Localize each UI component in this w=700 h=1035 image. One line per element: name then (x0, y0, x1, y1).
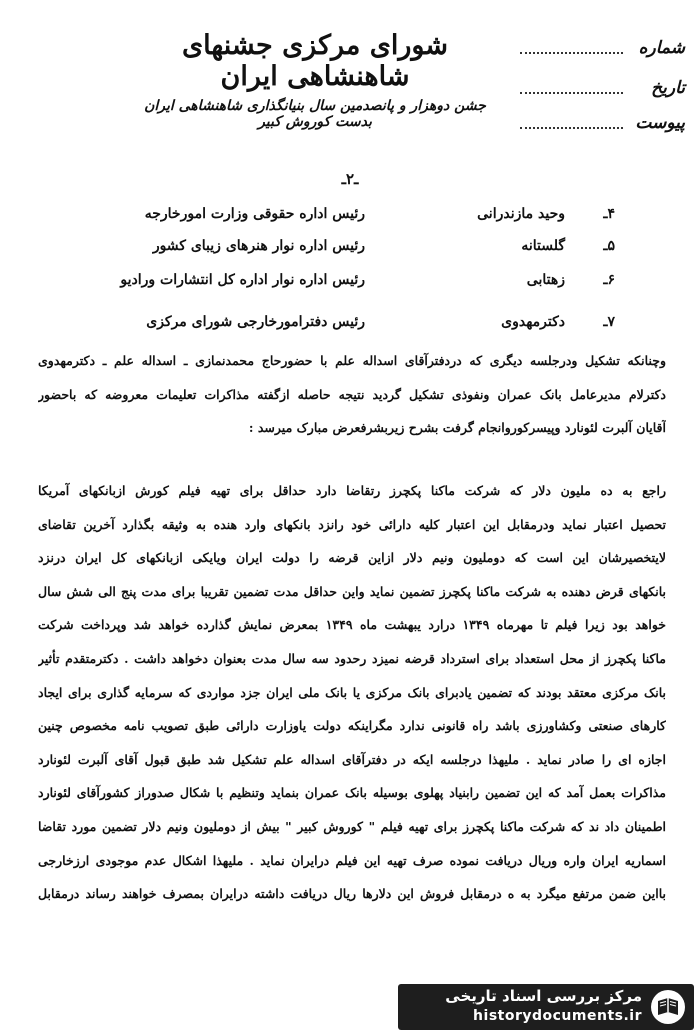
date-label: تاریخ (651, 78, 685, 98)
member-name: زهتابی (526, 272, 565, 288)
attachment-label: پیوست (635, 113, 685, 133)
page-number: ـ۲ـ (341, 170, 359, 188)
paragraph-body (38, 474, 666, 911)
text-line: بااین ضمن مرتفع میگرد به ه درمقابل فروش این دلارها ریال دریافت داشته درایران بمصرف خواهند رساند درمقابل (38, 886, 666, 902)
text-line: تحصيل اعتبار نمايد ودرمقابل اين اعتبار كليه دارائى خود رانزد بانكهاى وارد هنده به وثيقه بگذارد آخرين تقاضاى (38, 516, 666, 532)
member-role: رئیس دفترامورخارجی شورای مرکزی (146, 314, 365, 330)
text-line: اطمینان داد ند که شرکت ماکنا پکچرز برای تهیه فیلم " کوروش کبیر " بیش از دوملیون ونیم دلار تضمین مورد تقاضا (38, 818, 666, 834)
member-number: ۵ـ (603, 238, 615, 254)
member-row (60, 314, 615, 338)
text-line: دکترلام مدیرعامل بانک عمران ونفوذی تشکیل گردید نتیجه حاصله ازگفته مذاکرات تعلیمات معروضه که باحضور (38, 386, 666, 402)
meta-date (520, 78, 685, 104)
text-line: مذاکرات بعمل آمد که این تضمین رابنیاد پهلوی بوسیله بانک عمران بنماید وتنظیم با شکال صدوراز کشورآقای لئونارد (38, 785, 666, 801)
watermark-banner (398, 984, 694, 1030)
member-row (60, 206, 615, 230)
member-role: رئیس اداره نوار اداره کل انتشارات ورادیو (120, 272, 365, 288)
text-line: بانک مرکزی معتقد بودند که تضمین یادبرای بانک مرکزی یا بانک ملی ایران جزد مواردی که سرمایه گذاری برای ایجاد (38, 684, 666, 700)
member-name: گلستانه (521, 238, 565, 254)
text-line: لايتخصيرشان اين است كه دوملیون ونیم دلار ازاین قرضه را دولت ایران ویایکی ازبانکهای کل ایران درنزد (38, 550, 666, 566)
number-line (520, 52, 623, 54)
text-line: بانکهای قرض دهنده به شرکت ماکنا پکچرز تضمین نماید واین حداقل مدت تضمین تقریبا برای مدت پنج الی شش سال (38, 583, 666, 599)
watermark-url[interactable]: historydocuments.ir (473, 1008, 642, 1024)
watermark-org-name: مرکز بررسی اسناد تاریخی (445, 987, 642, 1005)
date-line (520, 92, 623, 94)
text-line: اسماریه ایران واره وریال دریافت نموده صرف تهیه این فیلم درایران نماید . ملیهذا اشکال عدم موجودی ارزخارجی (38, 852, 666, 868)
member-number: ۷ـ (603, 314, 615, 330)
book-logo-icon (650, 989, 686, 1025)
meta-number (520, 38, 685, 64)
member-number: ۶ـ (603, 272, 615, 288)
member-name: وحید مازندرانی (477, 206, 565, 222)
member-name: دکترمهدوی (501, 314, 565, 330)
text-line: کارهای صنعتی وکشاورزی باشد راه قانونی ندارد مگراینکه دولت یاوزارت دارائی طبق تصویب نامه مخصوص چنین (38, 718, 666, 734)
member-role: رئیس اداره نوار هنرهای زیبای کشور (152, 238, 365, 254)
text-line: وچنانکه تشکیل ودرجلسه دیگری که دردفترآقای اسداله علم با حضورحاج محمدنمازی ـ اسداله علم ـ دکترمهدوی (38, 353, 666, 368)
member-number: ۴ـ (603, 206, 615, 222)
letterhead-subtitle: جشن دوهزار و پانصدمین سال بنیانگذاری شاهنشاهی ایران بدست کوروش کبیر (144, 98, 486, 130)
text-line: خواهد بود زیرا فیلم تا مهرماه ۱۳۴۹ درارد یبهشت ماه ۱۳۴۹ بمعرض نمایش گذارده خواهد شد وپرداخت شرکت (38, 617, 666, 633)
member-row (60, 272, 615, 296)
paragraph-intro (38, 344, 666, 445)
text-line: راجع به ده مليون دلار كه شركت ماكنا پكچرز رتقاضا دارد حداقل براى تهيه فيلم كورش ازبانكهاى آمريكا (38, 483, 666, 498)
member-row (60, 238, 615, 262)
number-label: شماره (638, 38, 685, 58)
meta-attachment (520, 113, 685, 139)
text-line: آقایان آلبرت لئونارد وپیسرکوروانجام گرفت بشرح زیربشرفعرض مبارک میرسد : (248, 420, 666, 436)
member-role: رئیس اداره حقوقی وزارت امورخارجه (144, 206, 365, 222)
text-line: اجازه ای را صادر نماید . ملیهذا درجلسه ایکه در دفترآقای اسداله علم تشکیل شد طبق قبول آقای آلبرت لئونارد (38, 751, 666, 767)
letterhead-title: شورای مرکزی جشنهای شاهنشاهی ایران (181, 30, 449, 92)
text-line: ماکنا پکچرز از محل استعداد برای استرداد قرضه نمیزد رحدود سه سال مدت بعنوان دخواهد داشت . دکترمتقدم تأثیر (38, 650, 666, 666)
attachment-line (520, 127, 623, 129)
